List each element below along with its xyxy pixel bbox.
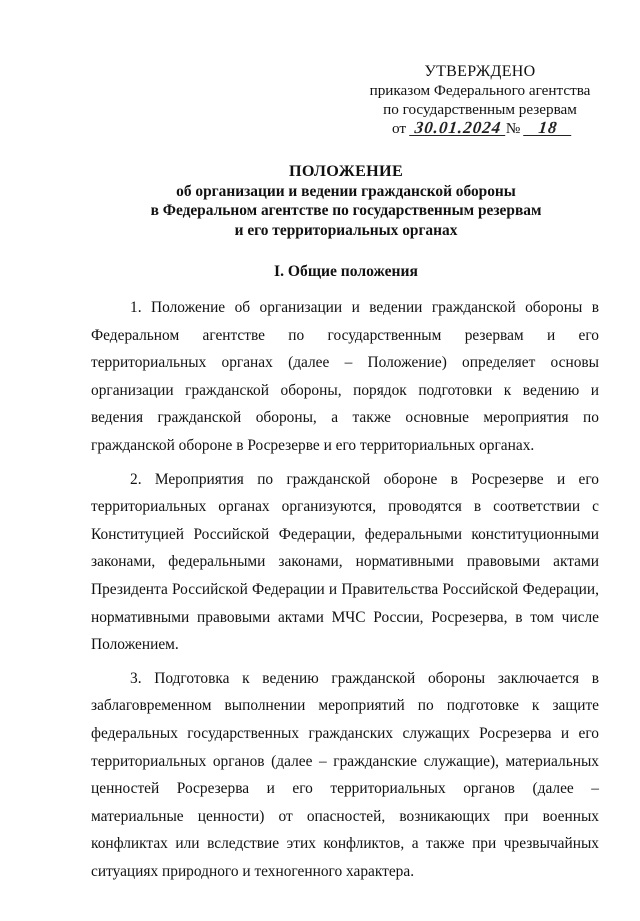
number-prefix: № [505,120,521,137]
title-main: ПОЛОЖЕНИЕ [288,162,404,180]
title-line-2: в Федеральном агентстве по государственным резервам [150,202,542,219]
approval-line-2: по государственным резервам [383,101,577,118]
paragraph-1: 1. Положение об организации и ведении гражданской обороны в Федеральном агентстве по государственным резервам и его территориальных органах (далее – Положение) определяет основы организации гражданской обороны, порядок подготовки к ведению и ведения гражданской обороны, а также основные мероприятия по гражданской обороне в Росрезерве и его территориальных органах. [91,299,599,454]
approval-heading: УТВЕРЖДЕНО [424,63,536,80]
handwritten-date: 30.01.2024 [409,120,507,136]
date-prefix: от [392,120,407,137]
approval-block [362,62,598,138]
approval-line-1: приказом Федерального агентства [369,82,591,99]
approval-date-line [362,119,598,138]
document-title [60,162,632,240]
body-text [91,294,599,891]
title-line-1: об организации и ведении гражданской обороны [176,182,516,200]
paragraph-2: 2. Мероприятия по гражданской обороне в Росрезерве и его территориальных органах организуются, проводятся в соответствии с Конституцией Российской Федерации, федеральными конституционными законами, федеральными законами, нормативными правовыми актами Президента Российской Федерации и Правительства Российской Федерации, нормативными правовыми актами МЧС России, Росрезерва, в том числе Положением. [91,470,599,654]
paragraph-3: 3. Подготовка к ведению гражданской обороны заключается в заблаговременном выполнении мероприятий по подготовке к защите федеральных государственных гражданских служащих Росрезерва и его территориальных органов (далее – гражданские служащие), материальных ценностей Росрезерва и его территориальных органов (далее – материальные ценности) от опасностей, возникающих при военных конфликтах или вследствие этих конфликтов, а также при чрезвычайных ситуациях природного и техногенного характера. [91,669,599,880]
handwritten-number: 18 [523,120,573,136]
title-line-3: и его территориальных органах [234,221,458,239]
section-heading: I. Общие положения [274,263,418,280]
